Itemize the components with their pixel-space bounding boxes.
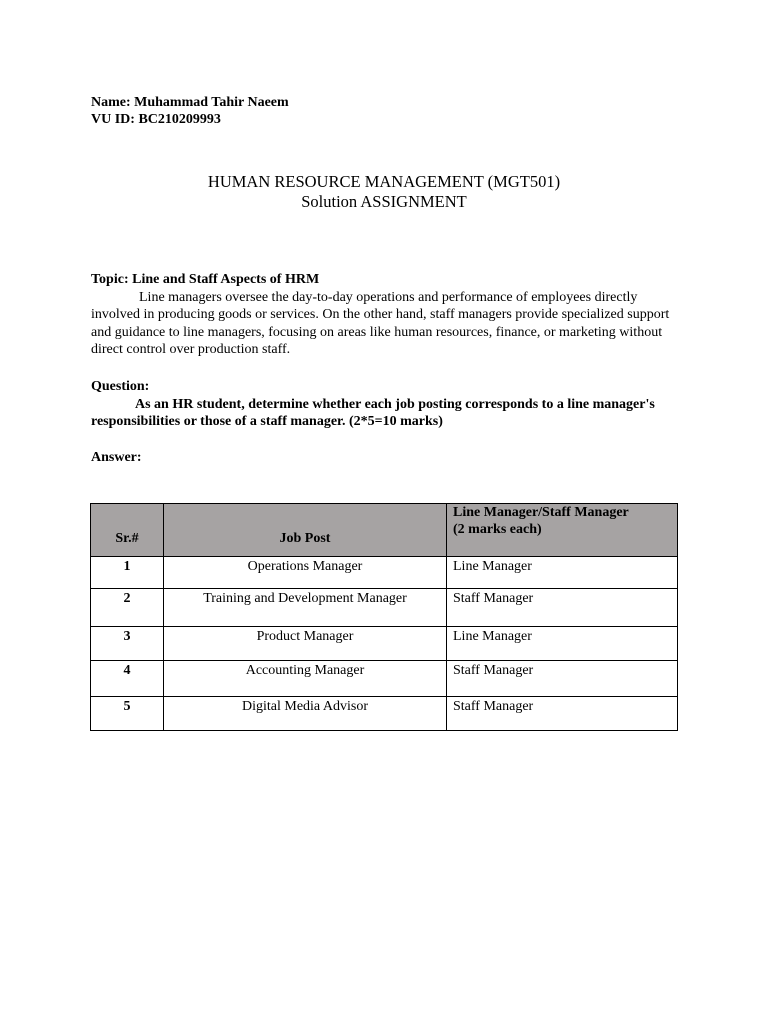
row-job-post: Digital Media Advisor — [164, 697, 447, 731]
row-manager-type: Line Manager — [447, 557, 678, 589]
answer-label: Answer: — [91, 450, 142, 465]
row-manager-type: Staff Manager — [447, 661, 678, 697]
header-manager-type-line1: Line Manager/Staff Manager — [453, 505, 629, 520]
row-job-post: Operations Manager — [164, 557, 447, 589]
table-row — [91, 557, 678, 589]
table-row — [91, 661, 678, 697]
topic-section — [91, 271, 681, 359]
row-job-post: Accounting Manager — [164, 661, 447, 697]
question-section — [91, 378, 681, 431]
topic-heading: Topic: Line and Staff Aspects of HRM — [91, 272, 320, 287]
row-sr: 5 — [91, 697, 164, 731]
table-row — [91, 627, 678, 661]
row-manager-type: Staff Manager — [447, 589, 678, 627]
row-job-post: Training and Development Manager — [164, 589, 447, 627]
row-sr: 3 — [91, 627, 164, 661]
question-label: Question: — [91, 379, 150, 394]
header-sr: Sr.# — [91, 504, 164, 557]
topic-body: Line managers oversee the day-to-day operations and performance of employees directly involved in producing goods or services. On the other hand, staff managers provide specialized support and guidance to line managers, focusing on areas like human resources, finance, or marketing without direct control over production staff. — [91, 289, 670, 357]
row-sr: 1 — [91, 557, 164, 589]
table-row — [91, 697, 678, 731]
student-id: VU ID: BC210209993 — [91, 112, 221, 127]
table-row — [91, 589, 678, 627]
header-manager-type-line2: (2 marks each) — [453, 522, 542, 537]
row-sr: 4 — [91, 661, 164, 697]
course-title: HUMAN RESOURCE MANAGEMENT (MGT501) — [207, 172, 561, 191]
table-header-row — [91, 504, 678, 557]
row-job-post: Product Manager — [164, 627, 447, 661]
question-text: As an HR student, determine whether each job posting corresponds to a line manager's responsibilities or those of a staff manager. (2*5=10 marks) — [91, 396, 655, 429]
document-title — [0, 172, 768, 212]
student-name: Name: Muhammad Tahir Naeem — [91, 95, 289, 110]
row-sr: 2 — [91, 589, 164, 627]
assignment-title: Solution ASSIGNMENT — [301, 192, 467, 211]
answer-table — [90, 503, 678, 731]
header-job-post: Job Post — [164, 504, 447, 557]
row-manager-type: Line Manager — [447, 627, 678, 661]
row-manager-type: Staff Manager — [447, 697, 678, 731]
student-info — [91, 94, 289, 128]
header-manager-type — [447, 504, 678, 557]
